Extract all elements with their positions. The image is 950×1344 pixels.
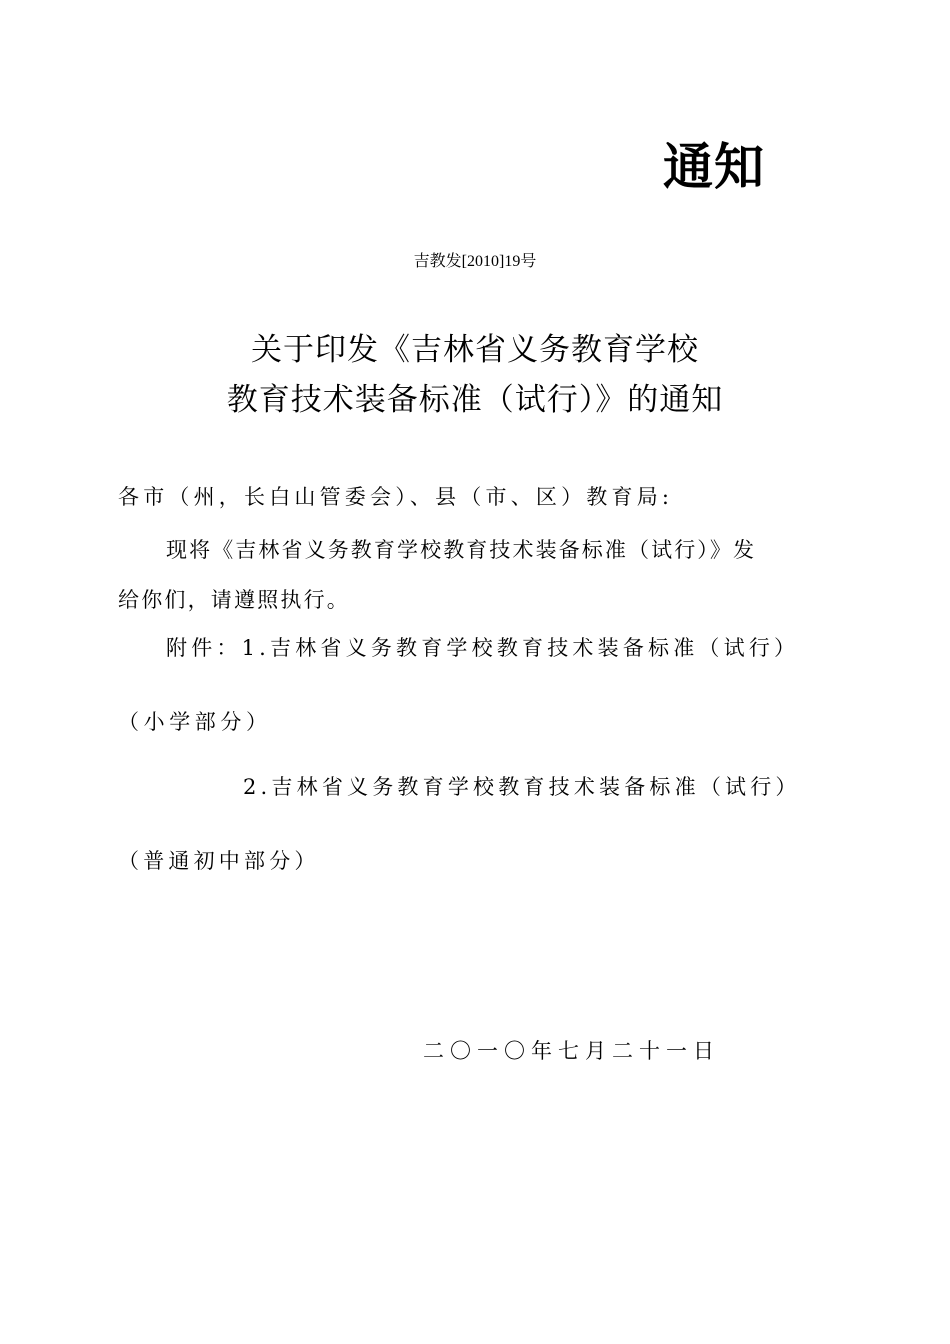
- addressee: 各市（州，长白山管委会）、县（市、区）教育局:: [118, 485, 674, 509]
- document-number: 吉教发[2010]19号: [413, 253, 537, 270]
- attachment-1-line-1: 附件：1.吉林省义务教育学校教育技术装备标准（试行）: [166, 636, 800, 660]
- body-paragraph-line-2: 给你们，请遵照执行。: [118, 588, 350, 612]
- document-title-line-2: 教育技术装备标准（试行）》的通知: [226, 382, 724, 418]
- header-title: 通知: [663, 138, 765, 196]
- document-title-line-1: 关于印发《吉林省义务教育学校: [251, 332, 699, 368]
- attachment-2-line-2: （普通初中部分）: [118, 849, 320, 873]
- issue-date: 二〇一〇年七月二十一日: [423, 1039, 720, 1063]
- attachment-2-line-1: 2.吉林省义务教育学校教育技术装备标准（试行）: [243, 775, 801, 799]
- body-paragraph-line-1: 现将《吉林省义务教育学校教育技术装备标准（试行）》发: [166, 538, 757, 562]
- attachment-1-line-2: （小学部分）: [118, 710, 272, 734]
